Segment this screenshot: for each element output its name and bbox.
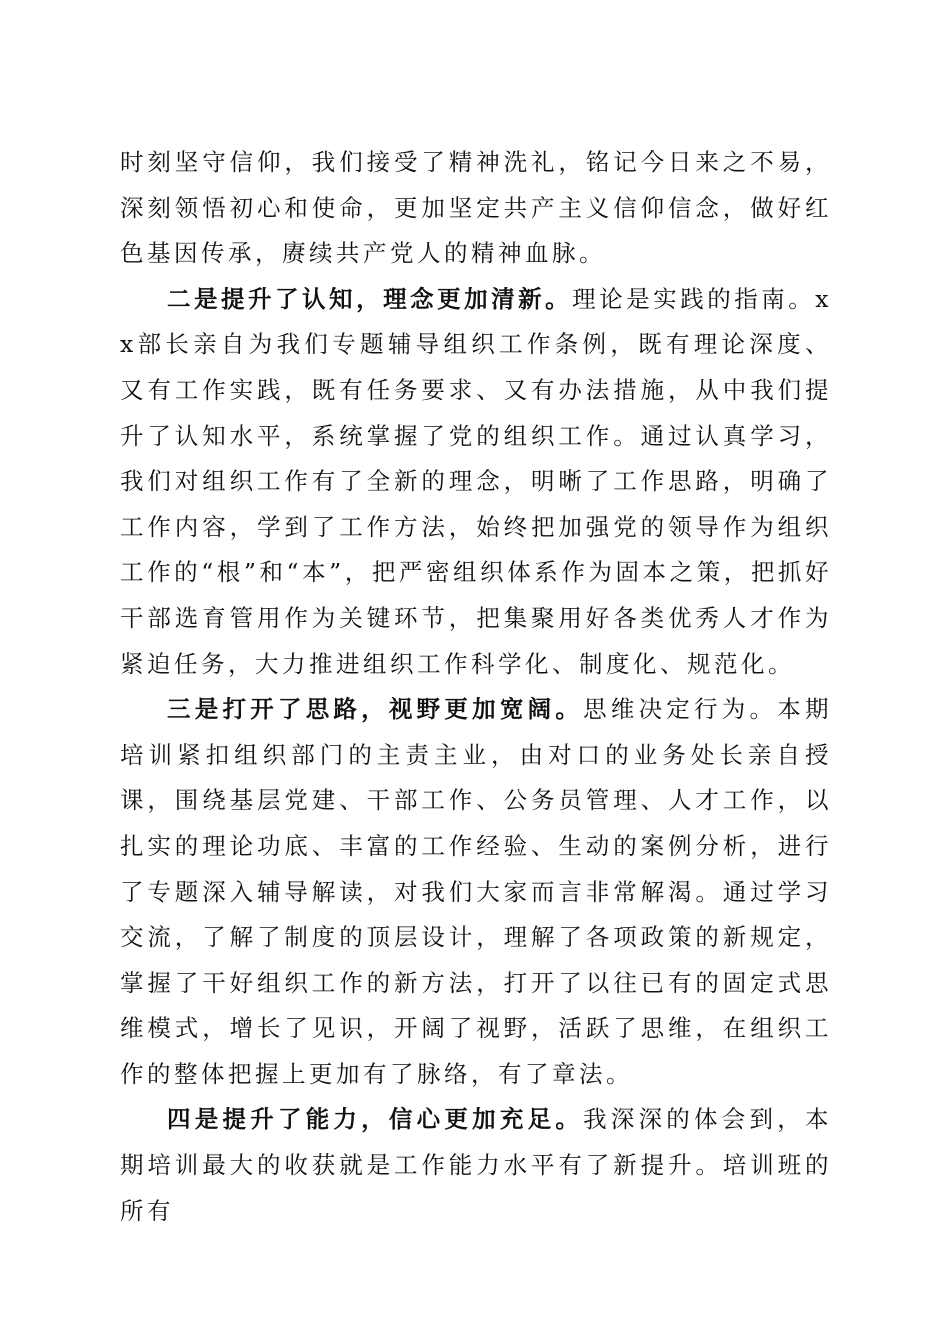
- paragraph-heading: 三是打开了思路，视野更加宽阔。: [167, 695, 584, 724]
- paragraph-continued: [120, 140, 832, 277]
- paragraph-text: 我深深的体会到，本期培训最大的收获就是工作能力水平有了新提升。培训班的所有: [120, 1105, 833, 1225]
- paragraph-heading: 四是提升了能力，信心更加充足。: [167, 1105, 584, 1134]
- paragraph-point-three: [120, 687, 832, 1097]
- paragraph-text: 思维决定行为。本期培训紧扣组织部门的主责主业，由对口的业务处长亲自授课，围绕基层党建、干部工作、公务员管理、人才工作，以扎实的理论功底、丰富的工作经验、生动的案例分析，进行了专题深入辅导解读，对我们大家而言非常解渴。通过学习交流，了解了制度的顶层设计，理解了各项政策的新规定，掌握了干好组织工作的新方法，打开了以往已有的固定式思维模式，增长了见识，开阔了视野，活跃了思维，在组织工作的整体把握上更加有了脉络，有了章法。: [120, 695, 833, 1088]
- paragraph-heading: 二是提升了认知，理念更加清新。: [167, 284, 573, 313]
- paragraph-point-two: [120, 277, 832, 687]
- paragraph-point-four: [120, 1097, 832, 1234]
- paragraph-text: 时刻坚守信仰，我们接受了精神洗礼，铭记今日来之不易，深刻领悟初心和使命，更加坚定共产主义信仰信念，做好红色基因传承，赓续共产党人的精神血脉。: [120, 148, 832, 268]
- paragraph-text: 理论是实践的指南。xx部长亲自为我们专题辅导组织工作条例，既有理论深度、又有工作实践，既有任务要求、又有办法措施，从中我们提升了认知水平，系统掌握了党的组织工作。通过认真学习，我们对组织工作有了全新的理念，明晰了工作思路，明确了工作内容，学到了工作方法，始终把加强党的领导作为组织工作的“根”和“本”，把严密组织体系作为固本之策，把抓好干部选育管用作为关键环节，把集聚用好各类优秀人才作为紧迫任务，大力推进组织工作科学化、制度化、规范化。: [120, 284, 832, 678]
- document-body: [120, 140, 832, 1234]
